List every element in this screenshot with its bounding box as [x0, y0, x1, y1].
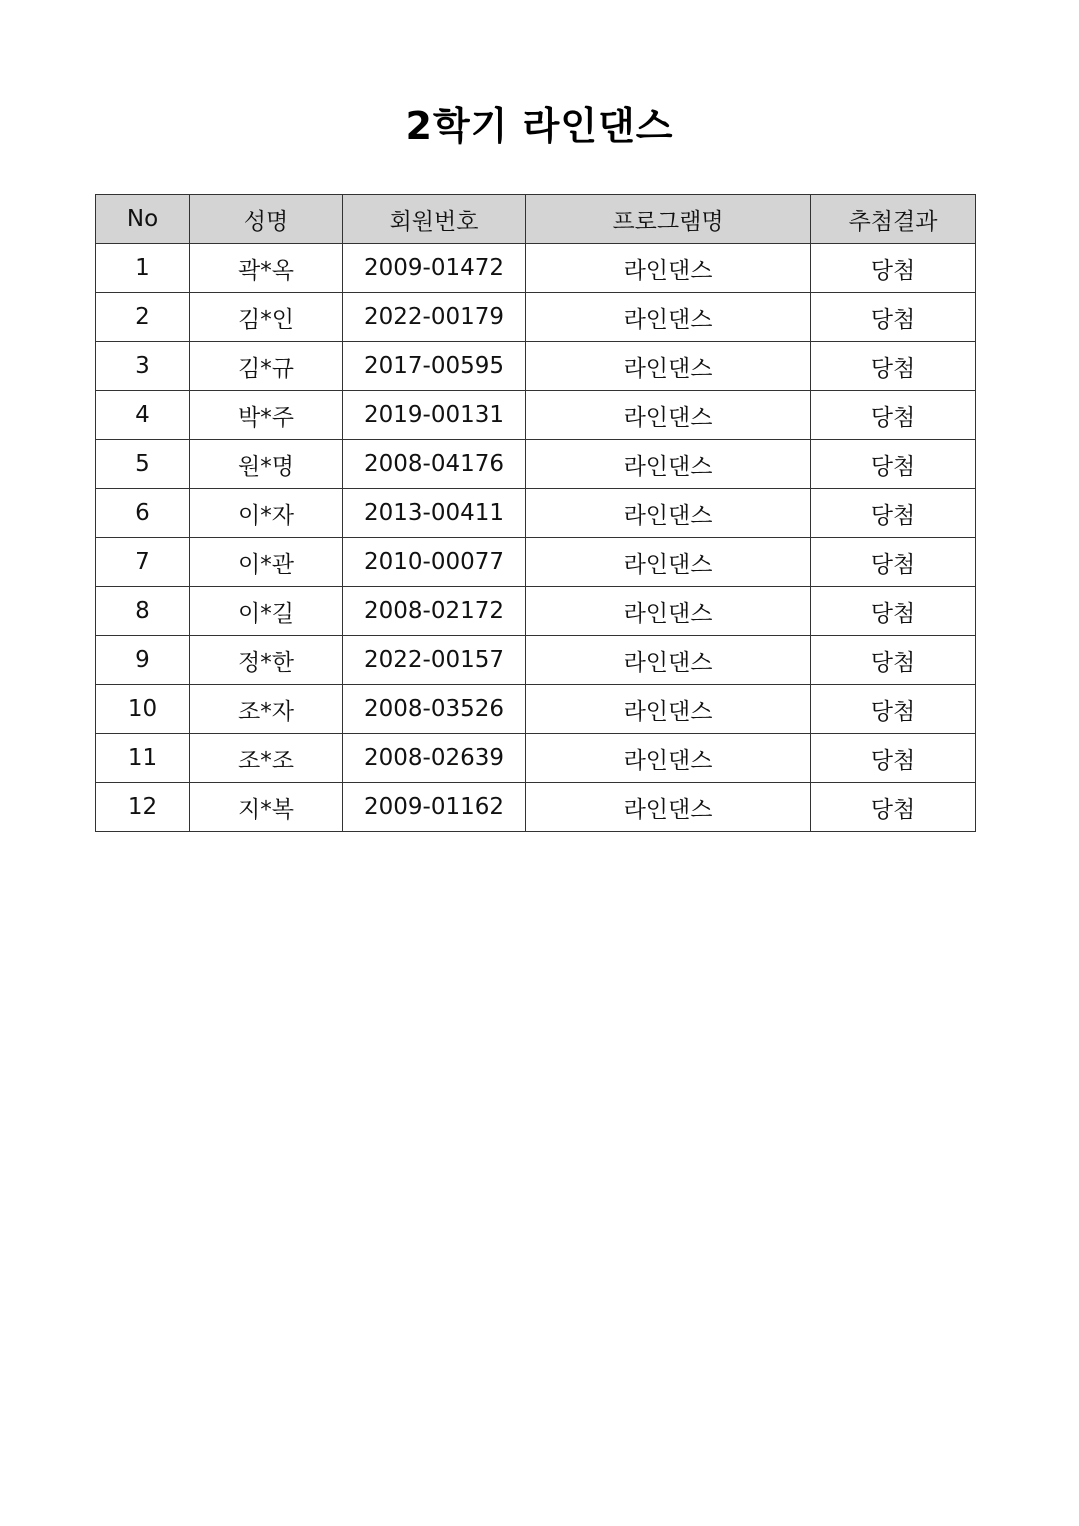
cell-member-number: 2009-01162: [343, 783, 526, 832]
cell-lottery-result: 당첨: [811, 391, 976, 440]
cell-name: 원*명: [190, 440, 343, 489]
cell-lottery-result: 당첨: [811, 587, 976, 636]
cell-name: 이*자: [190, 489, 343, 538]
cell-lottery-result: 당첨: [811, 440, 976, 489]
cell-name: 이*길: [190, 587, 343, 636]
table-row: [96, 489, 976, 538]
cell-program-name: 라인댄스: [526, 440, 811, 489]
cell-program-name: 라인댄스: [526, 636, 811, 685]
table-row: [96, 293, 976, 342]
cell-name: 지*복: [190, 783, 343, 832]
cell-member-number: 2008-02172: [343, 587, 526, 636]
table-row: [96, 244, 976, 293]
table-row: [96, 538, 976, 587]
cell-program-name: 라인댄스: [526, 391, 811, 440]
table-row: [96, 391, 976, 440]
cell-no: 8: [96, 587, 190, 636]
cell-member-number: 2008-03526: [343, 685, 526, 734]
cell-program-name: 라인댄스: [526, 783, 811, 832]
table-row: [96, 685, 976, 734]
header-row: [96, 195, 976, 244]
cell-program-name: 라인댄스: [526, 293, 811, 342]
cell-no: 5: [96, 440, 190, 489]
cell-no: 10: [96, 685, 190, 734]
cell-program-name: 라인댄스: [526, 244, 811, 293]
cell-program-name: 라인댄스: [526, 587, 811, 636]
cell-no: 12: [96, 783, 190, 832]
cell-no: 11: [96, 734, 190, 783]
cell-member-number: 2022-00157: [343, 636, 526, 685]
cell-member-number: 2010-00077: [343, 538, 526, 587]
table-row: [96, 587, 976, 636]
cell-lottery-result: 당첨: [811, 734, 976, 783]
cell-no: 7: [96, 538, 190, 587]
document-title: 2학기 라인댄스: [405, 104, 674, 148]
lottery-result-table: [95, 194, 976, 832]
cell-no: 2: [96, 293, 190, 342]
table-row: [96, 734, 976, 783]
cell-name: 김*인: [190, 293, 343, 342]
cell-name: 이*관: [190, 538, 343, 587]
header-program-name: 프로그램명: [526, 195, 811, 244]
cell-name: 조*조: [190, 734, 343, 783]
cell-program-name: 라인댄스: [526, 734, 811, 783]
cell-member-number: 2008-02639: [343, 734, 526, 783]
cell-lottery-result: 당첨: [811, 342, 976, 391]
cell-member-number: 2019-00131: [343, 391, 526, 440]
header-lottery-result: 추첨결과: [811, 195, 976, 244]
cell-name: 박*주: [190, 391, 343, 440]
cell-program-name: 라인댄스: [526, 342, 811, 391]
cell-lottery-result: 당첨: [811, 783, 976, 832]
cell-no: 1: [96, 244, 190, 293]
cell-member-number: 2009-01472: [343, 244, 526, 293]
cell-lottery-result: 당첨: [811, 489, 976, 538]
cell-lottery-result: 당첨: [811, 244, 976, 293]
table-row: [96, 636, 976, 685]
cell-program-name: 라인댄스: [526, 538, 811, 587]
cell-lottery-result: 당첨: [811, 538, 976, 587]
header-no: No: [96, 195, 190, 244]
header-name: 성명: [190, 195, 343, 244]
cell-no: 9: [96, 636, 190, 685]
cell-member-number: 2022-00179: [343, 293, 526, 342]
table-row: [96, 342, 976, 391]
cell-no: 4: [96, 391, 190, 440]
cell-lottery-result: 당첨: [811, 685, 976, 734]
cell-lottery-result: 당첨: [811, 636, 976, 685]
cell-program-name: 라인댄스: [526, 685, 811, 734]
table-row: [96, 783, 976, 832]
cell-name: 김*규: [190, 342, 343, 391]
cell-no: 3: [96, 342, 190, 391]
table-header: [96, 195, 976, 244]
cell-lottery-result: 당첨: [811, 293, 976, 342]
cell-name: 조*자: [190, 685, 343, 734]
cell-name: 정*한: [190, 636, 343, 685]
header-member-number: 회원번호: [343, 195, 526, 244]
cell-name: 곽*옥: [190, 244, 343, 293]
cell-member-number: 2017-00595: [343, 342, 526, 391]
cell-program-name: 라인댄스: [526, 489, 811, 538]
cell-member-number: 2013-00411: [343, 489, 526, 538]
cell-member-number: 2008-04176: [343, 440, 526, 489]
table-row: [96, 440, 976, 489]
cell-no: 6: [96, 489, 190, 538]
table-body: [96, 244, 976, 832]
